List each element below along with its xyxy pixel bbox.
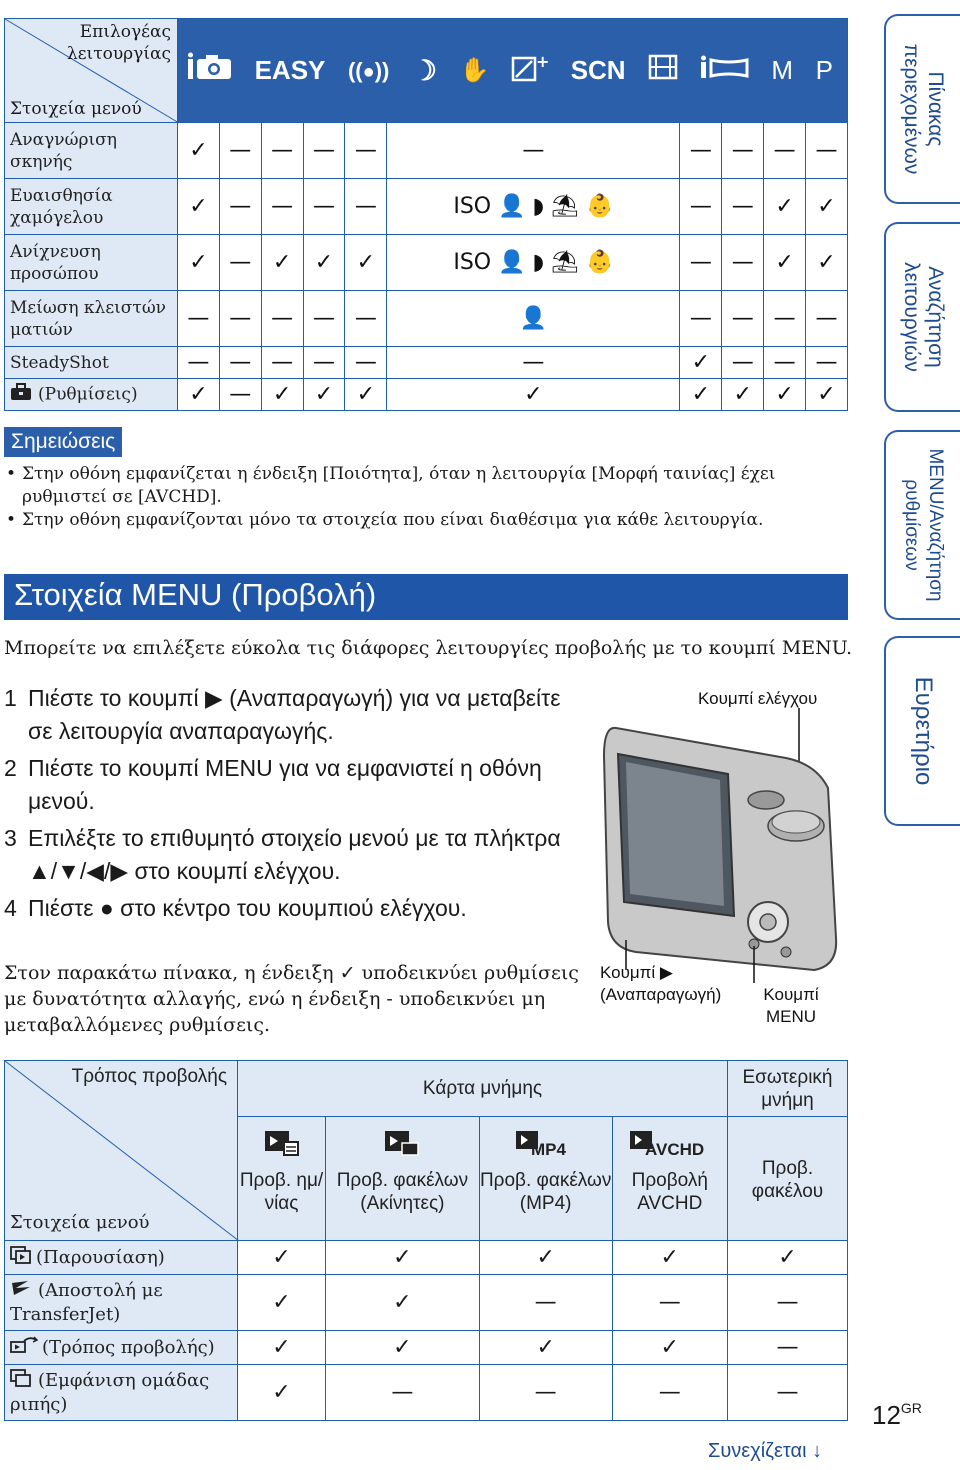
step-number: 4 xyxy=(4,895,17,921)
anti-blur-icon: ((●)) xyxy=(347,57,390,83)
date-view-icon xyxy=(238,1129,325,1163)
cell: — xyxy=(722,291,764,347)
cell: ✓ xyxy=(806,379,848,411)
row-label-slideshow xyxy=(5,1241,238,1275)
cell: — xyxy=(261,123,303,179)
play-button-label: Κουμπί ▶ (Αναπαραγωγή) xyxy=(600,963,722,1004)
tab-function-search[interactable] xyxy=(884,222,960,412)
program-mode: P xyxy=(815,55,833,85)
cell: ✓ xyxy=(326,1241,480,1275)
tab-table-of-contents[interactable] xyxy=(884,14,960,204)
cell: — xyxy=(219,179,261,235)
step-item xyxy=(4,892,584,925)
cell: — xyxy=(345,347,387,379)
table-row xyxy=(5,1241,848,1275)
page-suffix: GR xyxy=(900,1400,922,1416)
table-corner xyxy=(5,1061,238,1241)
row-label: Ευαισθησία χαμόγελου xyxy=(5,179,178,235)
col-label: Προβ. φακέλου xyxy=(751,1158,824,1202)
view-mode-table xyxy=(4,1060,848,1421)
cell: ✓ xyxy=(727,1241,847,1275)
scn-mode: SCN xyxy=(570,55,626,85)
tab-menu-settings-search[interactable] xyxy=(884,430,960,620)
svg-text:MP4: MP4 xyxy=(530,1140,566,1159)
table-legend: Στον παρακάτω πίνακα, η ένδειξη ✓ υποδεικνύει ρυθμίσεις με δυνατότητα αλλαγής, ενώ η ένδειξη - υποδεικνύει μη μεταβαλλόμενες ρυθμίσεις. xyxy=(4,962,579,1036)
notes-title: Σημειώσεις xyxy=(4,427,122,457)
cell: — xyxy=(219,347,261,379)
cell: — xyxy=(479,1365,612,1421)
cell: — xyxy=(680,291,722,347)
row-label-text: (Αποστολή με TransferJet) xyxy=(10,1280,163,1325)
col-label: Προβ. ημ/ νίας xyxy=(239,1170,324,1214)
cell: ✓ xyxy=(238,1331,326,1365)
row-label: Μείωση κλειστών ματιών xyxy=(5,291,178,347)
cell: ✓ xyxy=(261,235,303,291)
corner-top-label: Τρόπος προβολής xyxy=(71,1066,227,1087)
cell: — xyxy=(303,291,345,347)
corner-top-label: Επιλογέας λειτουργίας xyxy=(66,22,171,64)
cell: — xyxy=(219,379,261,411)
svg-text:+: + xyxy=(536,52,550,71)
step-number: 3 xyxy=(4,825,17,851)
cell: ✓ xyxy=(345,235,387,291)
row-label: Αναγνώριση σκηνής xyxy=(5,123,178,179)
corner-bottom-label: Στοιχεία μενού xyxy=(10,99,142,119)
row-label: Ανίχνευση προσώπου xyxy=(5,235,178,291)
tab-label: MENU/Αναζήτηση ρυθμίσεων xyxy=(901,448,946,602)
toolbox-icon xyxy=(10,383,32,407)
cell: — xyxy=(345,291,387,347)
row-label: SteadyShot xyxy=(5,347,178,379)
intelligent-auto-icon xyxy=(188,53,232,88)
col-label: Προβ. φακέλων (MP4) xyxy=(479,1170,612,1214)
cell: ✓ xyxy=(303,379,345,411)
col-avchd xyxy=(612,1117,727,1241)
notes-list xyxy=(4,463,804,532)
cell: ✓ xyxy=(326,1331,480,1365)
menu-button-label: Κουμπί MENU xyxy=(763,985,819,1026)
note-item: • Στην οθόνη εμφανίζονται μόνο τα στοιχεία που είναι διαθέσιμα για κάθε λειτουργία. xyxy=(4,509,804,532)
mode-header-row xyxy=(178,19,848,123)
avchd-icon xyxy=(613,1129,727,1163)
table-corner xyxy=(5,19,178,123)
cell: — xyxy=(722,235,764,291)
panorama-icon xyxy=(701,54,749,87)
continued-link[interactable]: Συνεχίζεται ↓ xyxy=(708,1440,823,1462)
cell: — xyxy=(178,291,220,347)
row-label-text: (Παρουσίαση) xyxy=(36,1246,165,1268)
cell: — xyxy=(345,179,387,235)
cell: — xyxy=(806,291,848,347)
page-number xyxy=(872,1400,922,1431)
cell: — xyxy=(326,1365,480,1421)
cell: ✓ xyxy=(238,1365,326,1421)
note-item: • Στην οθόνη εμφανίζεται η ένδειξη [Ποιότητα], όταν η λειτουργία [Μορφή ταινίας] έχει ρυθμιστεί σε [AVCHD]. xyxy=(4,463,804,509)
cell: — xyxy=(727,1331,847,1365)
cell: ✓ xyxy=(806,235,848,291)
row-label-text: (Τρόπος προβολής) xyxy=(42,1336,215,1358)
table-row xyxy=(5,1331,848,1365)
manual-mode: M xyxy=(771,55,793,85)
cell: ✓ xyxy=(680,347,722,379)
scn-scene-icons: 👤 xyxy=(387,291,680,347)
cell: ✓ xyxy=(238,1241,326,1275)
col-label: Προβολή AVCHD xyxy=(631,1170,708,1214)
cell: ✓ xyxy=(261,379,303,411)
table-row xyxy=(5,1275,848,1331)
page-number-value: 12 xyxy=(872,1400,901,1430)
table-row xyxy=(5,123,848,179)
table-row xyxy=(5,379,848,411)
cell: ✓ xyxy=(806,179,848,235)
cell: — xyxy=(727,1275,847,1331)
cell: — xyxy=(387,347,680,379)
col-folder-mp4 xyxy=(479,1117,612,1241)
folder-still-icon xyxy=(326,1129,479,1163)
step-number: 2 xyxy=(4,755,17,781)
cell: — xyxy=(680,123,722,179)
row-label-burst-group xyxy=(5,1365,238,1421)
cell: — xyxy=(219,235,261,291)
cell: — xyxy=(479,1275,612,1331)
cell: ✓ xyxy=(238,1275,326,1331)
cell: ✓ xyxy=(345,379,387,411)
cell: ✓ xyxy=(680,379,722,411)
step-text: Επιλέξτε το επιθυμητό στοιχείο μενού με τα πλήκτρα ▲/▼/◀/▶ στο κουμπί ελέγχου. xyxy=(28,825,561,884)
cell: — xyxy=(345,123,387,179)
step-item xyxy=(4,822,584,888)
cell: — xyxy=(722,179,764,235)
cell: ✓ xyxy=(764,179,806,235)
svg-text:AVCHD: AVCHD xyxy=(644,1140,704,1159)
cell: ✓ xyxy=(612,1331,727,1365)
cell: — xyxy=(764,347,806,379)
effect-plus-icon xyxy=(512,53,548,88)
cell: — xyxy=(727,1365,847,1421)
slideshow-icon xyxy=(10,1246,32,1270)
control-button-label: Κουμπί ελέγχου xyxy=(698,689,818,708)
movie-icon xyxy=(648,54,678,87)
col-folder xyxy=(727,1117,847,1241)
table-row xyxy=(5,179,848,235)
cell: — xyxy=(261,179,303,235)
camera-illustration xyxy=(596,708,846,988)
cell: — xyxy=(722,347,764,379)
step-text: Πιέστε ● στο κέντρο του κουμπιού ελέγχου. xyxy=(28,895,467,921)
mp4-icon xyxy=(480,1129,612,1163)
cell: — xyxy=(764,123,806,179)
table-row xyxy=(5,1365,848,1421)
handheld-icon: ✋ xyxy=(459,57,490,84)
cell: ✓ xyxy=(612,1241,727,1275)
table-row xyxy=(5,235,848,291)
row-label-view-mode xyxy=(5,1331,238,1365)
cell: — xyxy=(680,235,722,291)
cell: ✓ xyxy=(178,179,220,235)
cell: — xyxy=(680,179,722,235)
cell: ✓ xyxy=(178,123,220,179)
cell: — xyxy=(303,347,345,379)
cell: ✓ xyxy=(178,235,220,291)
cell: ✓ xyxy=(387,379,680,411)
cell: — xyxy=(612,1275,727,1331)
cell: — xyxy=(806,123,848,179)
cell: — xyxy=(178,347,220,379)
burst-group-icon xyxy=(10,1369,32,1393)
cell: — xyxy=(219,123,261,179)
cell: — xyxy=(387,123,680,179)
cell: ✓ xyxy=(722,379,764,411)
steps-list xyxy=(4,682,584,929)
section-intro: Μπορείτε να επιλέξετε εύκολα τις διάφορες λειτουργίες προβολής με το κουμπί MENU. xyxy=(4,637,853,659)
mode-feature-table xyxy=(4,18,848,411)
step-item xyxy=(4,682,584,748)
settings-label: (Ρυθμίσεις) xyxy=(38,384,138,404)
tab-label: Ευρετήριο xyxy=(910,676,937,786)
cell: ✓ xyxy=(326,1275,480,1331)
cell: — xyxy=(219,291,261,347)
easy-mode: EASY xyxy=(254,55,326,85)
row-label-settings xyxy=(5,379,178,411)
cell: ✓ xyxy=(764,235,806,291)
col-folder-still xyxy=(326,1117,480,1241)
cell: — xyxy=(303,123,345,179)
cell: ✓ xyxy=(479,1331,612,1365)
cell: ✓ xyxy=(178,379,220,411)
col-date-view xyxy=(238,1117,326,1241)
internal-memory-header: Εσωτερική μνήμη xyxy=(727,1061,847,1117)
night-mode-icon: ☽ xyxy=(411,55,438,86)
step-text: Πιέστε το κουμπί ▶ (Αναπαραγωγή) για να μεταβείτε σε λειτουργία αναπαραγωγής. xyxy=(28,685,561,744)
cell: — xyxy=(722,123,764,179)
col-label: Προβ. φακέλων (Ακίνητες) xyxy=(336,1170,469,1214)
tab-label: Αναζήτηση λειτουργιών xyxy=(900,262,947,372)
table-row xyxy=(5,347,848,379)
section-title: Στοιχεία MENU (Προβολή) xyxy=(4,574,848,620)
tab-index[interactable] xyxy=(884,636,960,826)
cell: — xyxy=(764,291,806,347)
cell: — xyxy=(303,179,345,235)
cell: ✓ xyxy=(764,379,806,411)
row-label-transferjet xyxy=(5,1275,238,1331)
scn-scene-icons: ISO 👤 ◗ ⛱ 👶 xyxy=(387,235,680,291)
cell: — xyxy=(261,347,303,379)
cell: — xyxy=(806,347,848,379)
tab-label: Πίνακας περιεχομένων xyxy=(900,43,947,175)
step-number: 1 xyxy=(4,685,17,711)
table-row xyxy=(5,291,848,347)
corner-bottom-label: Στοιχεία μενού xyxy=(10,1212,150,1233)
cell: ✓ xyxy=(479,1241,612,1275)
transferjet-icon xyxy=(10,1279,32,1303)
step-item xyxy=(4,752,584,818)
view-mode-icon xyxy=(10,1336,38,1360)
memory-card-header: Κάρτα μνήμης xyxy=(238,1061,728,1117)
scn-scene-icons: ISO 👤 ◗ ⛱ 👶 xyxy=(387,179,680,235)
cell: — xyxy=(261,291,303,347)
cell: ✓ xyxy=(303,235,345,291)
cell: — xyxy=(612,1365,727,1421)
row-label-text: (Εμφάνιση ομάδας ριπής) xyxy=(10,1370,210,1415)
step-text: Πιέστε το κουμπί MENU για να εμφανιστεί η οθόνη μενού. xyxy=(28,755,542,814)
